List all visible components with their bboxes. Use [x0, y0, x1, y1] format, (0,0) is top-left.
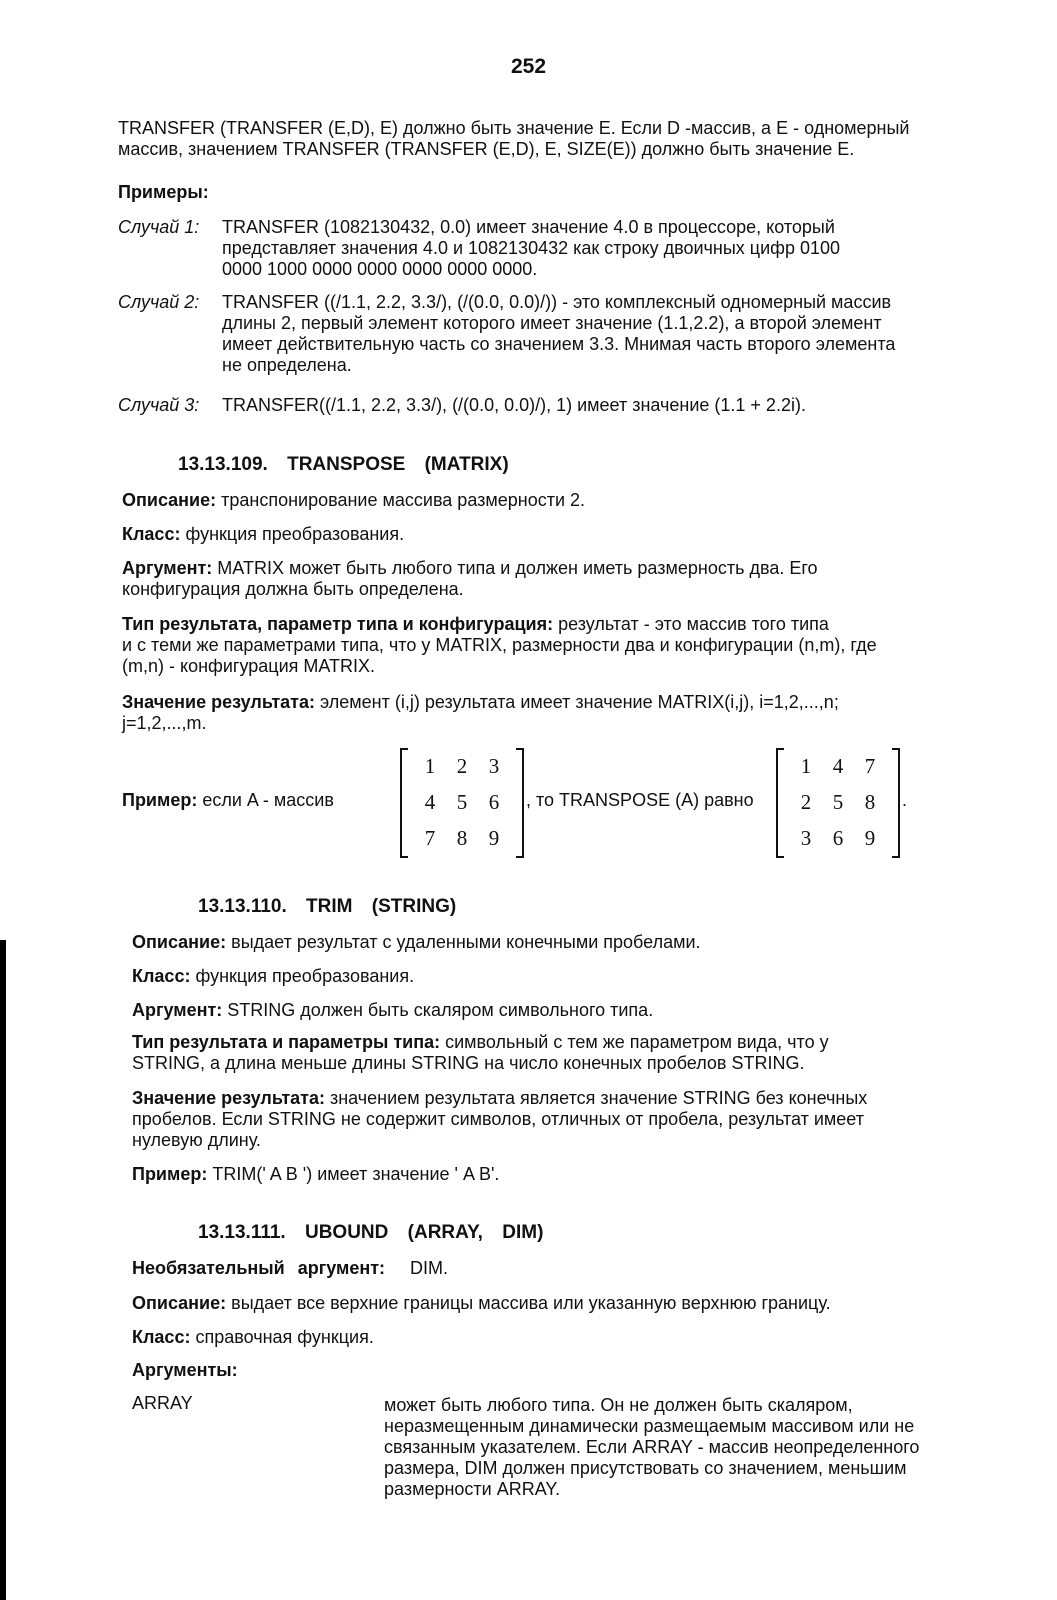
- matrix-row: [790, 784, 886, 820]
- trim-example: [132, 1164, 499, 1185]
- value: выдает результат с удаленными конечными пробелами.: [231, 932, 701, 952]
- case-text: [222, 217, 840, 280]
- case-text: [222, 395, 806, 416]
- matrix-row: [414, 820, 510, 856]
- trim-argument: [132, 1000, 653, 1021]
- matrix-a: [400, 748, 524, 858]
- label: Пример:: [132, 1164, 208, 1184]
- value: элемент (i,j) результата имеет значение MATRIX(i,j), i=1,2,...,n;: [319, 692, 839, 712]
- value: TRIM(' A B ') имеет значение ' A B'.: [212, 1164, 500, 1184]
- transpose-example-lead: [122, 790, 334, 811]
- intro-line: массив, значением TRANSFER (TRANSFER (E,D), E, SIZE(E)) должно быть значение E.: [118, 139, 855, 159]
- value: пробелов. Если STRING не содержит символов, отличных от пробела, результат имеет: [132, 1109, 864, 1129]
- label: Описание:: [132, 932, 227, 952]
- label: Описание:: [122, 490, 217, 510]
- matrix-cell: 5: [832, 789, 844, 814]
- trim-description: [132, 932, 701, 953]
- intro-paragraph: [118, 118, 909, 160]
- label: Класс:: [132, 966, 191, 986]
- case-line: TRANSFER ((/1.1, 2.2, 3.3/), (/(0.0, 0.0)/)) - это комплексный одномерный массив: [222, 292, 892, 312]
- value: выдает все верхние границы массива или указанную верхнюю границу.: [231, 1293, 831, 1313]
- case-2: [118, 292, 1018, 382]
- section-title-transpose: 13.13.109. TRANSPOSE (MATRIX): [178, 454, 509, 475]
- intro-line: TRANSFER (TRANSFER (E,D), E) должно быть значение E. Если D -массив, а E - одномерный: [118, 118, 910, 138]
- value: MATRIX может быть любого типа и должен иметь размерность два. Его: [217, 558, 818, 578]
- label: Аргумент:: [122, 558, 213, 578]
- transpose-class: [122, 524, 404, 545]
- argument-description: [384, 1395, 1004, 1500]
- value: и с теми же параметрами типа, что у MATRIX, размерности два и конфигурации (n,m), где: [122, 635, 877, 655]
- matrix-a-table: [414, 748, 510, 856]
- label: Тип результата и параметры типа:: [132, 1032, 441, 1052]
- matrix-cell: 9: [864, 825, 876, 850]
- case-line: 0000 1000 0000 0000 0000 0000 0000.: [222, 259, 538, 279]
- matrix-row: [414, 748, 510, 784]
- matrix-cell: 3: [800, 825, 812, 850]
- matrix-cell: 4: [424, 789, 436, 814]
- case-3: [118, 395, 1018, 419]
- case-line: имеет действительную часть со значением 3.3. Мнимая часть второго элемента: [222, 334, 896, 354]
- section-title-trim: 13.13.110. TRIM (STRING): [198, 896, 457, 917]
- matrix-bracket-right: [892, 748, 900, 858]
- value: (m,n) - конфигурация MATRIX.: [122, 656, 376, 676]
- value: DIM.: [410, 1258, 449, 1278]
- value: значением результата является значение STRING без конечных: [329, 1088, 868, 1108]
- matrix-cell: 1: [424, 753, 436, 778]
- matrix-cell: 2: [800, 789, 812, 814]
- matrix-cell: 5: [456, 789, 468, 814]
- value: STRING должен быть скаляром символьного типа.: [227, 1000, 654, 1020]
- matrix-cell: 2: [456, 753, 468, 778]
- matrix-row: [790, 748, 886, 784]
- trim-result-value: [132, 1088, 1002, 1151]
- label: Пример:: [122, 790, 198, 810]
- matrix-transposed: [776, 748, 900, 858]
- matrix-bracket-left: [400, 748, 408, 858]
- matrix-row: [414, 784, 510, 820]
- case-line: TRANSFER((/1.1, 2.2, 3.3/), (/(0.0, 0.0)/), 1) имеет значение (1.1 + 2.2i).: [222, 395, 806, 415]
- value: символьный с тем же параметром вида, что у: [445, 1032, 829, 1052]
- value: функция преобразования.: [195, 966, 415, 986]
- value: нулевую длину.: [132, 1130, 261, 1150]
- argument-line: может быть любого типа. Он не должен быть скаляром,: [384, 1395, 853, 1415]
- label: Класс:: [122, 524, 181, 544]
- case-label: Случай 1:: [118, 217, 200, 237]
- matrix-transposed-table: [790, 748, 886, 856]
- matrix-cell: 6: [488, 789, 500, 814]
- case-text: [222, 292, 895, 376]
- value: конфигурация должна быть определена.: [122, 579, 464, 599]
- transpose-result-value: [122, 692, 1002, 734]
- transpose-example-end: .: [902, 790, 908, 810]
- section-title-ubound: 13.13.111. UBOUND (ARRAY, DIM): [198, 1222, 544, 1243]
- value: если A - массив: [202, 790, 334, 810]
- transpose-argument: [122, 558, 818, 600]
- label: Значение результата:: [122, 692, 315, 712]
- value: транспонирование массива размерности 2.: [221, 490, 586, 510]
- label: Класс:: [132, 1327, 191, 1347]
- matrix-cell: 8: [456, 825, 468, 850]
- matrix-bracket-left: [776, 748, 784, 858]
- label: Описание:: [132, 1293, 227, 1313]
- ubound-optional: [132, 1258, 448, 1279]
- argument-line: размерности ARRAY.: [384, 1479, 561, 1499]
- value: результат - это массив того типа: [558, 614, 829, 634]
- value: функция преобразования.: [185, 524, 405, 544]
- case-label: Случай 3:: [118, 395, 200, 415]
- matrix-cell: 7: [864, 753, 876, 778]
- matrix-cell: 3: [488, 753, 500, 778]
- label: Аргумент:: [132, 1000, 223, 1020]
- matrix-row: [790, 820, 886, 856]
- transpose-example-mid: , то TRANSPOSE (A) равно: [526, 790, 754, 810]
- matrix-cell: 8: [864, 789, 876, 814]
- ubound-description: [132, 1293, 831, 1314]
- matrix-cell: 4: [832, 753, 844, 778]
- matrix-cell: 1: [800, 753, 812, 778]
- argument-line: неразмещенным динамически размещаемым массивом или не: [384, 1416, 915, 1436]
- case-1: [118, 217, 1018, 297]
- argument-line: связанным указателем. Если ARRAY - массив неопределенного: [384, 1437, 920, 1457]
- case-label: Случай 2:: [118, 292, 200, 312]
- ubound-arguments-heading: Аргументы:: [132, 1360, 238, 1380]
- label: Необязательный аргумент:: [132, 1258, 386, 1278]
- value: STRING, а длина меньше длины STRING на число конечных пробелов STRING.: [132, 1053, 805, 1073]
- label: Тип результата, параметр типа и конфигурация:: [122, 614, 554, 634]
- matrix-cell: 7: [424, 825, 436, 850]
- argument-line: размера, DIM должен присутствовать со значением, меньшим: [384, 1458, 907, 1478]
- transpose-result-type: [122, 614, 1002, 677]
- matrix-cell: 6: [832, 825, 844, 850]
- ubound-class: [132, 1327, 374, 1348]
- argument-name: ARRAY: [132, 1393, 193, 1413]
- matrix-bracket-right: [516, 748, 524, 858]
- case-line: TRANSFER (1082130432, 0.0) имеет значение 4.0 в процессоре, который: [222, 217, 835, 237]
- matrix-cell: 9: [488, 825, 500, 850]
- page-number: 252: [510, 55, 547, 78]
- value: j=1,2,...,m.: [122, 713, 207, 733]
- case-line: длины 2, первый элемент которого имеет значение (1.1,2.2), а второй элемент: [222, 313, 882, 333]
- page-edge-shadow: [0, 940, 6, 1600]
- trim-class: [132, 966, 414, 987]
- examples-heading: Примеры:: [118, 182, 209, 202]
- case-line: не определена.: [222, 355, 352, 375]
- trim-result-type: [132, 1032, 1002, 1074]
- case-line: представляет значения 4.0 и 1082130432 как строку двоичных цифр 0100: [222, 238, 841, 258]
- label: Значение результата:: [132, 1088, 325, 1108]
- transpose-description: [122, 490, 585, 511]
- value: справочная функция.: [195, 1327, 374, 1347]
